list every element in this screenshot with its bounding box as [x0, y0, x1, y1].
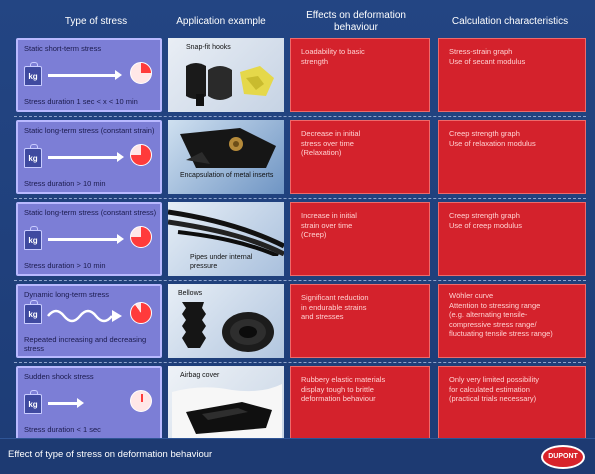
effects-line: strain over time: [301, 220, 353, 230]
application-image: [168, 366, 284, 440]
stress-duration: Stress duration 1 sec < x < 10 min: [24, 97, 138, 106]
stress-card: [16, 284, 162, 358]
calculation-cell: [438, 38, 586, 112]
effects-line: stress over time: [301, 138, 354, 148]
effects-line: (Creep): [301, 230, 327, 239]
calculation-line: Stress-strain graph: [449, 47, 513, 56]
arrow-icon: [48, 402, 78, 405]
effects-cell: [290, 284, 430, 358]
calculation-text: [449, 211, 579, 230]
table-row: [14, 366, 586, 440]
pipes-icon: [168, 206, 284, 256]
calculation-line: Use of relaxation modulus: [449, 138, 536, 148]
row-divider: [14, 116, 586, 117]
calculation-line: (e.g. alternating tensile-: [449, 310, 528, 319]
effects-line: Rubbery elastic materials: [301, 375, 386, 384]
table-row: [14, 38, 586, 112]
stress-title: Static long-term stress (constant strain): [24, 126, 155, 135]
calculation-line: fluctuating tensile stress range): [449, 329, 553, 338]
image-caption: Airbag cover: [180, 372, 220, 379]
image-caption: Encapsulation of metal inserts: [180, 172, 274, 179]
clock-icon: [130, 390, 152, 412]
header-application-example: Application example: [176, 16, 266, 27]
arrow-icon: [48, 74, 116, 77]
effects-line: display tough to brittle: [301, 384, 374, 394]
effects-cell: [290, 366, 430, 440]
calculation-cell: [438, 202, 586, 276]
column-headers: [14, 10, 586, 40]
image-caption: Bellows: [178, 290, 203, 297]
application-image: [168, 202, 284, 276]
calculation-text: [449, 47, 579, 66]
weight-icon: kg: [24, 304, 42, 324]
clock-icon: [130, 226, 152, 248]
effects-line: Significant reduction: [301, 293, 369, 302]
effects-line: strength: [301, 56, 329, 66]
weight-icon: kg: [24, 394, 42, 414]
calculation-line: Wöhler curve: [449, 291, 494, 300]
effects-text: [301, 293, 423, 322]
stress-duration: Repeated increasing and decreasing stress: [24, 335, 147, 353]
effects-cell: [290, 120, 430, 194]
weight-icon: kg: [24, 230, 42, 250]
calculation-cell: [438, 366, 586, 440]
stress-duration: Stress duration > 10 min: [24, 261, 106, 270]
stress-duration: Stress duration < 1 sec: [24, 425, 101, 434]
calculation-line: Creep strength graph: [449, 211, 520, 220]
effects-text: [301, 129, 423, 158]
calculation-line: compressive stress range/: [449, 319, 537, 329]
effects-text: [301, 375, 423, 404]
stress-card: [16, 202, 162, 276]
stress-duration: Stress duration > 10 min: [24, 179, 106, 188]
calculation-text: [449, 375, 579, 404]
bellows-icon: [176, 298, 280, 356]
row-divider: [14, 280, 586, 281]
effects-line: Decrease in initial: [301, 129, 361, 138]
stress-card: [16, 120, 162, 194]
table-row: [14, 284, 586, 358]
table-row: [14, 202, 586, 276]
calculation-text: [449, 291, 579, 339]
clock-icon: [130, 144, 152, 166]
stress-title: Static long-term stress (constant stress): [24, 208, 157, 217]
application-image: [168, 120, 284, 194]
arrow-icon: [48, 238, 118, 241]
calculation-line: Attention to stressing range: [449, 300, 541, 310]
calculation-line: Use of creep modulus: [449, 220, 522, 230]
effects-line: in endurable strains: [301, 302, 367, 312]
effects-text: [301, 211, 423, 240]
table-row: [14, 120, 586, 194]
calculation-line: Use of secant modulus: [449, 56, 526, 66]
effects-line: (Relaxation): [301, 148, 342, 157]
calculation-line: for calculated estimation: [449, 384, 530, 394]
effects-line: Loadability to basic: [301, 47, 365, 56]
snap-fit-hooks-icon: [178, 56, 278, 110]
header-calculation: Calculation characteristics: [451, 16, 569, 27]
effects-cell: [290, 38, 430, 112]
wave-arrow-icon: [46, 304, 126, 326]
row-divider: [14, 362, 586, 363]
application-image: [168, 38, 284, 112]
image-caption: Snap-fit hooks: [186, 44, 231, 51]
stress-title: Static short-term stress: [24, 44, 102, 53]
stress-title: Dynamic long-term stress: [24, 290, 110, 299]
weight-icon: kg: [24, 148, 42, 168]
calculation-line: Only very limited possibility: [449, 375, 540, 384]
effects-line: deformation behaviour: [301, 394, 376, 403]
slide-caption: Effect of type of stress on deformation behaviour: [8, 449, 213, 460]
calculation-text: [449, 129, 579, 148]
effects-line: Increase in initial: [301, 211, 357, 220]
calculation-cell: [438, 120, 586, 194]
calculation-line: Creep strength graph: [449, 129, 520, 138]
header-effects: Effects on deformation behaviour: [306, 10, 406, 33]
clock-icon: [130, 302, 152, 324]
image-caption: Pipes under internal pressure: [190, 254, 253, 270]
application-image: [168, 284, 284, 358]
dupont-logo: DUPONT: [541, 445, 585, 469]
weight-icon: kg: [24, 66, 42, 86]
row-divider: [14, 198, 586, 199]
airbag-cover-icon: [172, 382, 282, 440]
effects-cell: [290, 202, 430, 276]
arrow-icon: [48, 156, 118, 159]
effects-line: and stresses: [301, 312, 344, 321]
calculation-cell: [438, 284, 586, 358]
stress-card: [16, 38, 162, 112]
clock-icon: [130, 62, 152, 84]
header-type-of-stress: Type of stress: [64, 16, 128, 27]
effects-text: [301, 47, 423, 66]
footer: [0, 438, 595, 474]
stress-title: Sudden shock stress: [24, 372, 94, 381]
metal-insert-icon: [176, 124, 280, 172]
calculation-line: (practical trials necessary): [449, 394, 537, 403]
stress-card: [16, 366, 162, 440]
